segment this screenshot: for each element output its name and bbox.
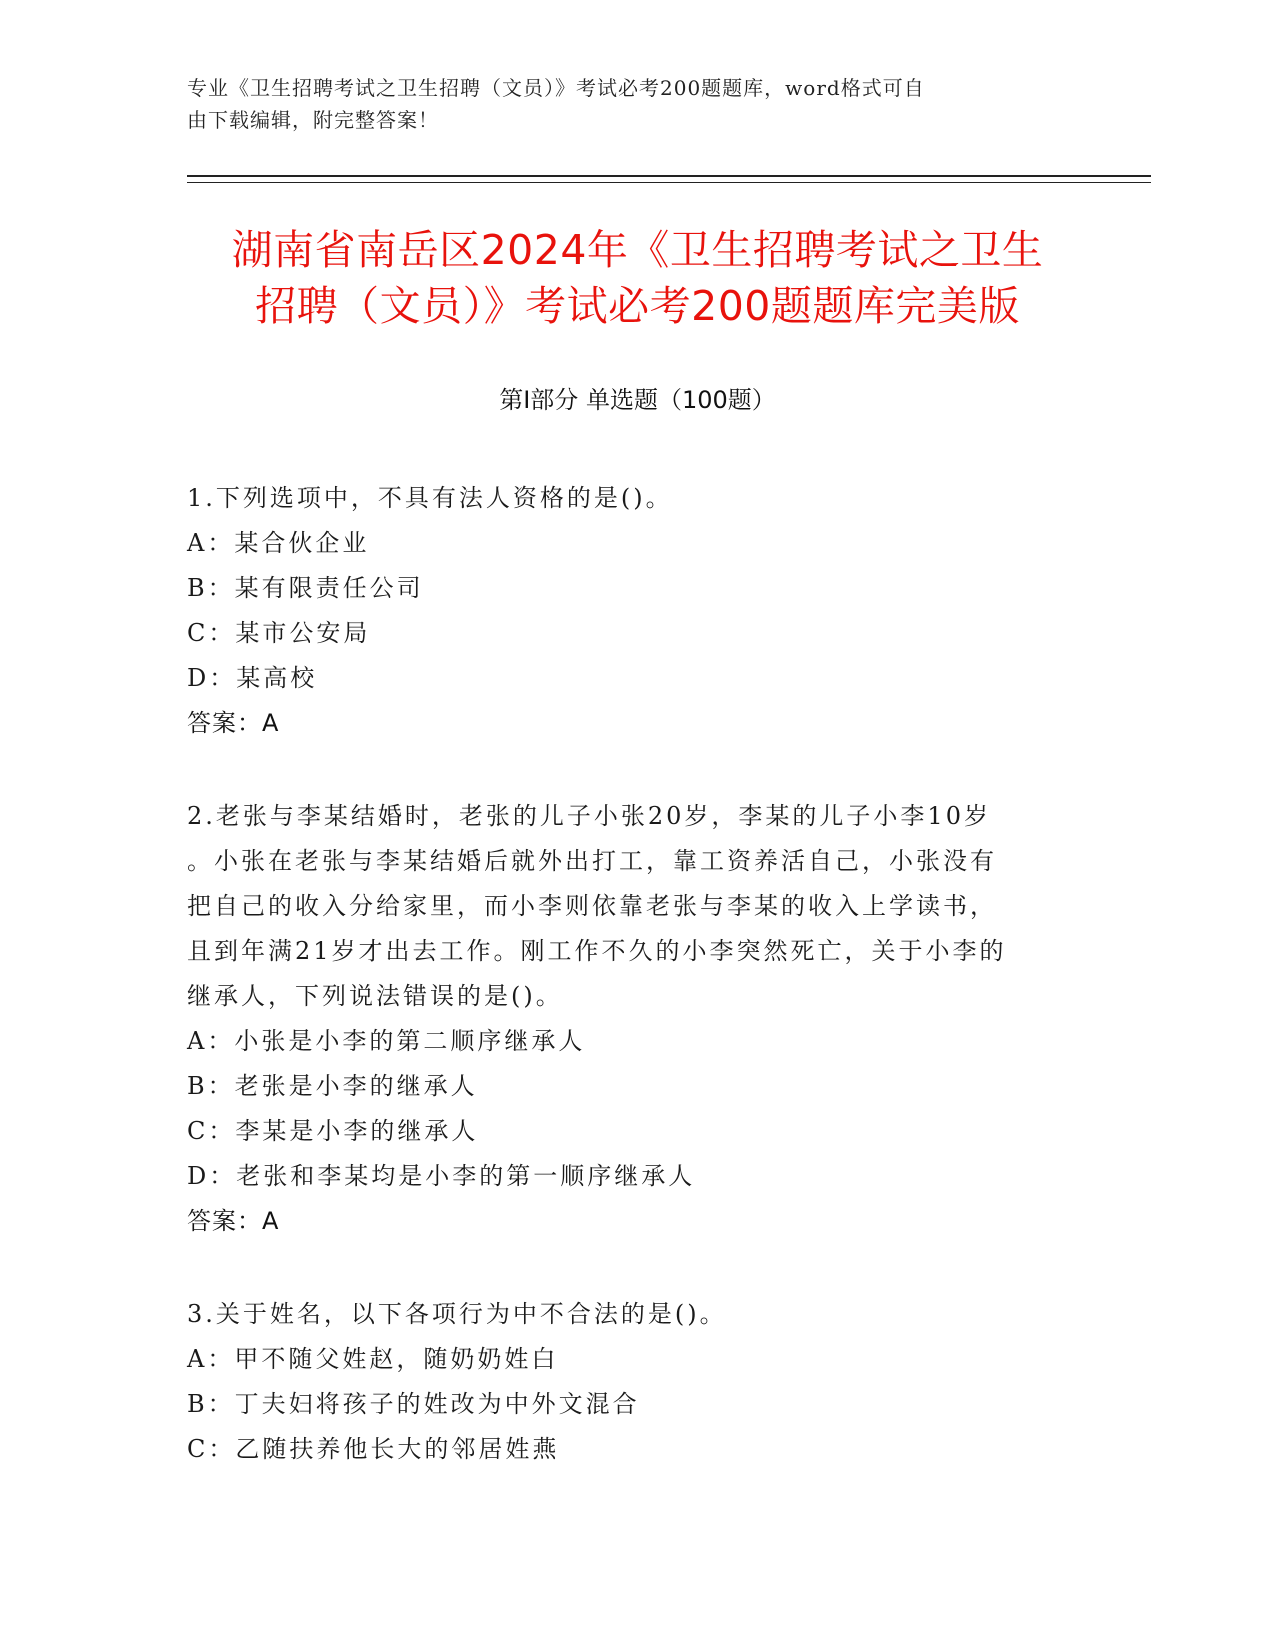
header-divider-thin [187, 182, 1151, 183]
question-3 [187, 1292, 1087, 1472]
question-1-option-a: A：某合伙企业 [187, 529, 370, 557]
question-stem-line: 且到年满21岁才出去工作。刚工作不久的小李突然死亡，关于小李的 [187, 937, 1007, 965]
question-stem-line: 。小张在老张与李某结婚后就外出打工，靠工资养活自己，小张没有 [187, 847, 997, 875]
question-1-stem [187, 476, 1087, 521]
question-2-stem [187, 794, 1087, 1019]
question-2-option-b: B：老张是小李的继承人 [187, 1072, 478, 1100]
question-list [187, 476, 1087, 1520]
header-note-line-1: 专业《卫生招聘考试之卫生招聘（文员）》考试必考200题题库，word格式可自 [187, 76, 925, 100]
question-1-option-c: C：某市公安局 [187, 619, 371, 647]
header-note-line-2: 由下载编辑，附完整答案！ [187, 108, 439, 132]
question-stem-line: 把自己的收入分给家里，而小李则依靠老张与李某的收入上学读书， [187, 892, 997, 920]
question-2-answer: 答案：A [187, 1207, 280, 1235]
question-3-stem [187, 1292, 1087, 1337]
question-3-option-a: A：甲不随父姓赵，随奶奶姓白 [187, 1345, 559, 1373]
question-stem-line: 3.关于姓名，以下各项行为中不合法的是()。 [187, 1300, 727, 1328]
question-2 [187, 794, 1087, 1244]
question-1-option-b: B：某有限责任公司 [187, 574, 424, 602]
question-2-option-d: D：老张和李某均是小李的第一顺序继承人 [187, 1162, 696, 1190]
question-1-answer: 答案：A [187, 709, 280, 737]
question-2-option-c: C：李某是小李的继承人 [187, 1117, 479, 1145]
question-3-option-b: B：丁夫妇将孩子的姓改为中外文混合 [187, 1390, 640, 1418]
document-title-line-1: 湖南省南岳区2024年《卫生招聘考试之卫生 [231, 226, 1044, 274]
question-stem-line: 2.老张与李某结婚时，老张的儿子小张20岁，李某的儿子小李10岁 [187, 802, 991, 830]
header-note [187, 72, 1087, 136]
question-1-option-d: D：某高校 [187, 664, 318, 692]
header-divider-thick [187, 175, 1151, 177]
question-stem-line: 1.下列选项中，不具有法人资格的是()。 [187, 484, 673, 512]
question-3-option-c: C：乙随扶养他长大的邻居姓燕 [187, 1435, 560, 1463]
question-stem-line: 继承人，下列说法错误的是()。 [187, 982, 563, 1010]
section-heading: 第Ⅰ部分 单选题（100题） [499, 386, 776, 414]
document-title [150, 222, 1125, 334]
question-2-option-a: A：小张是小李的第二顺序继承人 [187, 1027, 586, 1055]
document-title-line-2: 招聘（文员）》考试必考200题题库完美版 [255, 282, 1020, 330]
question-1 [187, 476, 1087, 746]
